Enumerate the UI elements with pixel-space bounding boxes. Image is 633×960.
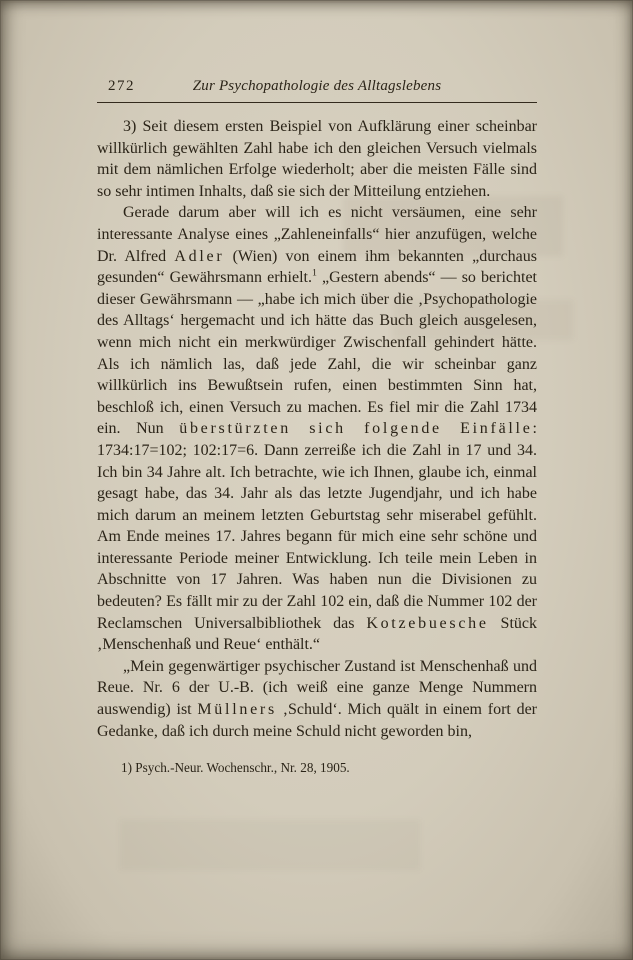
page-content [97, 78, 537, 776]
body-text: Gerade darum aber will ich es nicht versäumen, eine sehr interessante Analyse eines „Zahleneinfalls“ hier anzufügen, welche Dr. Alfred [97, 204, 537, 265]
paragraphs [97, 116, 537, 742]
body-text: : 1734:17=102; 102:17=6. Dann zerreiße ich die Zahl in 17 und 34. Ich bin 34 Jahre alt. Ich betrachte, wie ich Ihnen, glaube ich, einmal gesagt habe, das 34. Jahr als das letzte Jugendjahr, und ich habe mich darum an meinem letzten Geburtstag sehr miserabel gefühlt. Am Ende meines 17. Jahres begann für mich eine sehr schöne und interessante Periode meiner Entwicklung. Ich teile mein Leben in Abschnitte von 17 Jahren. Was haben nun die Divisionen zu bedeuten? Es fällt mir zu der Zahl 102 ein, daß die Nummer 102 der Reclamschen Universalbibliothek das [97, 420, 537, 632]
emphasized-spaced-text: Adler [174, 247, 225, 265]
body-text: „Mein gegenwärtiger psychischer Zustand ist Menschenhaß und Reue. Nr. 6 der U.-B. (ich weiß eine ganze Menge Nummern auswendig) ist [97, 657, 537, 719]
running-title: Zur Psychopathologie des Alltagslebens [192, 78, 442, 94]
paragraph [97, 116, 537, 202]
body-text: 3) Seit diesem ersten Beispiel von Aufklärung einer scheinbar willkürlich gewählten Zahl habe ich den gleichen Versuch vielmals mit dem nämlichen Erfolge wiederholt; aber die meisten Fälle sind so sehr intimen Inhalts, daß sie sich der Mitteilung entziehen. [97, 118, 537, 200]
paragraph [97, 202, 537, 655]
emphasized-spaced-text: Müllners [197, 701, 277, 719]
emphasized-spaced-text: überstürzten sich folgende Einfälle [179, 420, 533, 438]
paragraph [97, 656, 537, 742]
footnote-reference: 1 [312, 267, 317, 279]
body-text: (Wien) von einem ihm bekannten „durchaus gesunden“ Gewährsmann erhielt. [97, 247, 538, 287]
header-rule [97, 102, 537, 103]
emphasized-spaced-text: Kotzebuesche [366, 614, 489, 632]
show-through-smudge [120, 820, 420, 870]
body-text: Stück ‚Menschenhaß und Reue‘ enthält.“ [97, 614, 537, 654]
body-text: ‚Schuld‘. Mich quält in einem fort der Gedanke, daß ich durch meine Schuld nicht geworden bin, [97, 701, 538, 740]
body-text: „Gestern abends“ — so berichtet dieser Gewährsmann — „habe ich mich über die ‚Psychopathologie des Alltags‘ hergemacht und ich hätte das Buch gleich ausgelesen, wenn mich nicht ein merkwürdiger Zwischenfall gehindert hätte. Als ich nämlich las, daß jede Zahl, die wir scheinbar ganz willkürlich ins Bewußtsein rufen, einen bestimmten Sinn hat, beschloß ich, einen Versuch zu machen. Es fiel mir die Zahl 1734 ein. Nun [97, 269, 537, 438]
page-number: 272 [108, 78, 135, 94]
running-head [97, 78, 537, 97]
footnote: 1) Psych.-Neur. Wochenschr., Nr. 28, 1905. [121, 760, 350, 776]
